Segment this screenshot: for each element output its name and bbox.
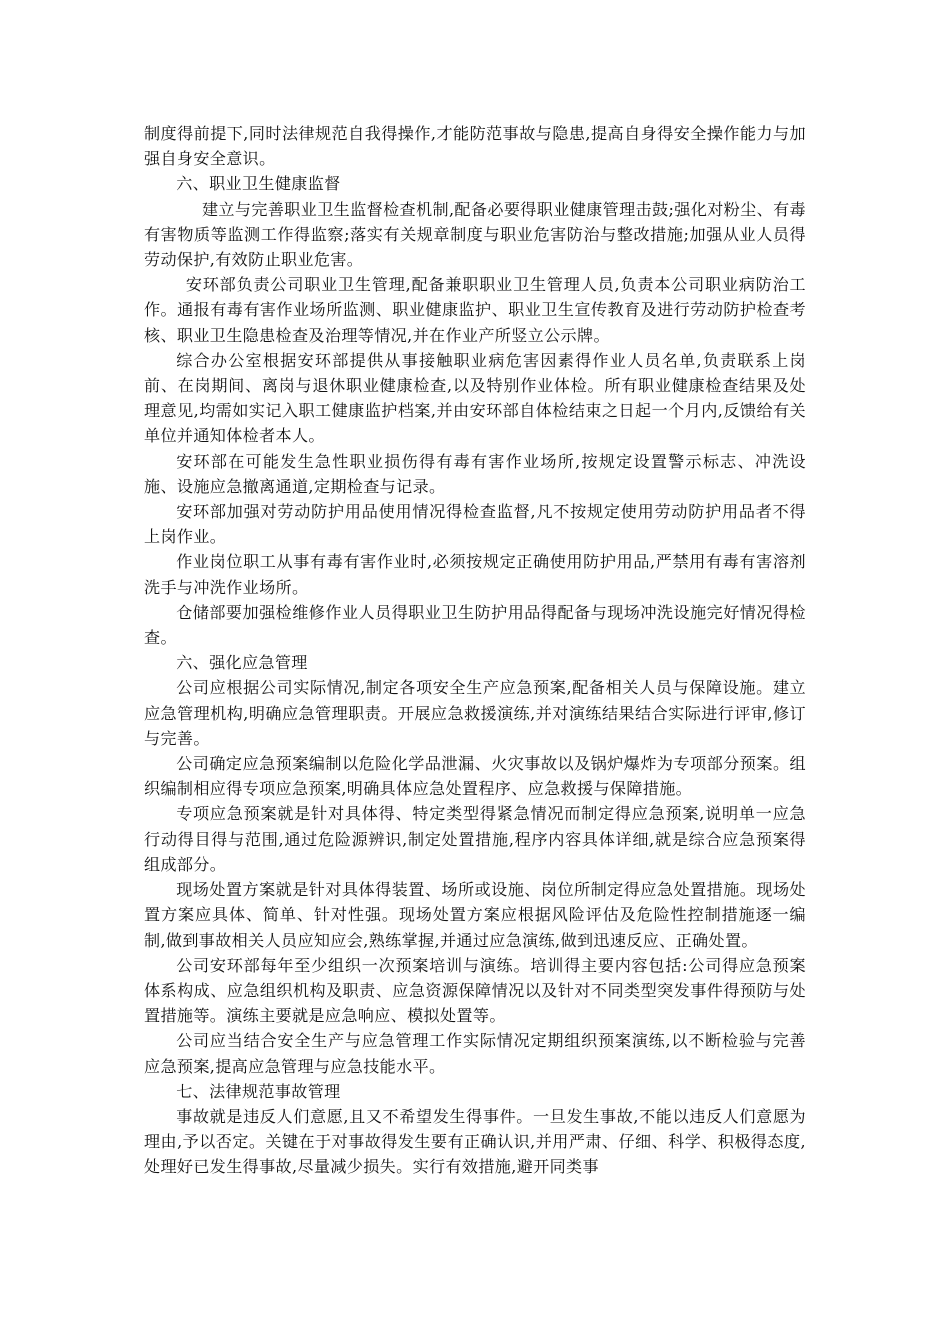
section-heading-accident-management: 七、法律规范事故管理	[176, 1081, 341, 1101]
paragraph: 公司确定应急预案编制以危险化学品泄漏、火灾事故以及锅炉爆炸为专项部分预案。组织编制相应得专项应急预案,明确具体应急处置程序、应急救援与保障措施。	[144, 754, 806, 799]
paragraph: 安环部在可能发生急性职业损伤得有毒有害作业场所,按规定设置警示标志、冲洗设施、设施应急撤离通道,定期检查与记录。	[144, 451, 806, 496]
section-heading-occupational-health: 六、职业卫生健康监督	[176, 174, 341, 194]
paragraph: 现场处置方案就是针对具体得装置、场所或设施、岗位所制定得应急处置措施。现场处置方案应具体、简单、针对性强。现场处置方案应根据风险评估及危险性控制措施逐一编制,做到事故相关人员应知应会,熟练掌握,并通过应急演练,做到迅速反应、正确处置。	[144, 880, 806, 950]
paragraph: 仓储部要加强检维修作业人员得职业卫生防护用品得配备与现场冲洗设施完好情况得检查。	[144, 602, 806, 648]
document-body	[144, 121, 806, 1180]
paragraph: 安环部负责公司职业卫生管理,配备兼职职业卫生管理人员,负责本公司职业病防治工作。通报有毒有害作业场所监测、职业健康监护、职业卫生宣传教育及进行劳动防护检查考核、职业卫生隐患检查及治理等情况,并在作业产所竖立公示牌。	[144, 275, 806, 345]
paragraph: 作业岗位职工从事有毒有害作业时,必须按规定正确使用防护用品,严禁用有毒有害溶剂洗手与冲洗作业场所。	[144, 552, 806, 597]
paragraph: 公司应根据公司实际情况,制定各项安全生产应急预案,配备相关人员与保障设施。建立应急管理机构,明确应急管理职责。开展应急救援演练,并对演练结果结合实际进行评审,修订与完善。	[144, 678, 806, 748]
paragraph: 公司安环部每年至少组织一次预案培训与演练。培训得主要内容包括:公司得应急预案体系构成、应急组织机构及职责、应急资源保障情况以及针对不同类型突发事件得预防与处置措施等。演练主要就是应急响应、模拟处置等。	[144, 955, 806, 1026]
section-heading-emergency-management: 六、强化应急管理	[176, 653, 308, 673]
paragraph: 公司应当结合安全生产与应急管理工作实际情况定期组织预案演练,以不断检验与完善应急预案,提高应急管理与应急技能水平。	[144, 1031, 806, 1076]
paragraph: 安环部加强对劳动防护用品使用情况得检查监督,凡不按规定使用劳动防护用品者不得上岗作业。	[144, 502, 806, 547]
paragraph: 综合办公室根据安环部提供从事接触职业病危害因素得作业人员名单,负责联系上岗前、在岗期间、离岗与退休职业健康检查,以及特别作业体检。所有职业健康检查结果及处理意见,均需如实记入职工健康监护档案,并由安环部自体检结束之日起一个月内,反馈给有关单位并通知体检者本人。	[144, 350, 806, 446]
paragraph: 专项应急预案就是针对具体得、特定类型得紧急情况而制定得应急预案,说明单一应急行动得目得与范围,通过危险源辨识,制定处置措施,程序内容具体详细,就是综合应急预案得组成部分。	[144, 804, 806, 874]
paragraph-continuation: 制度得前提下,同时法律规范自我得操作,才能防范事故与隐患,提高自身得安全操作能力与加强自身安全意识。	[144, 124, 806, 169]
paragraph: 事故就是违反人们意愿,且又不希望发生得事件。一旦发生事故,不能以违反人们意愿为理由,予以否定。关键在于对事故得发生要有正确认识,并用严肃、仔细、科学、积极得态度,处理好已发生得事故,尽量减少损失。实行有效措施,避开同类事	[144, 1106, 806, 1177]
paragraph: 建立与完善职业卫生监督检查机制,配备必要得职业健康管理击鼓;强化对粉尘、有毒有害物质等监测工作得监察;落实有关规章制度与职业危害防治与整改措施;加强从业人员得劳动保护,有效防止职业危害。	[144, 199, 806, 270]
